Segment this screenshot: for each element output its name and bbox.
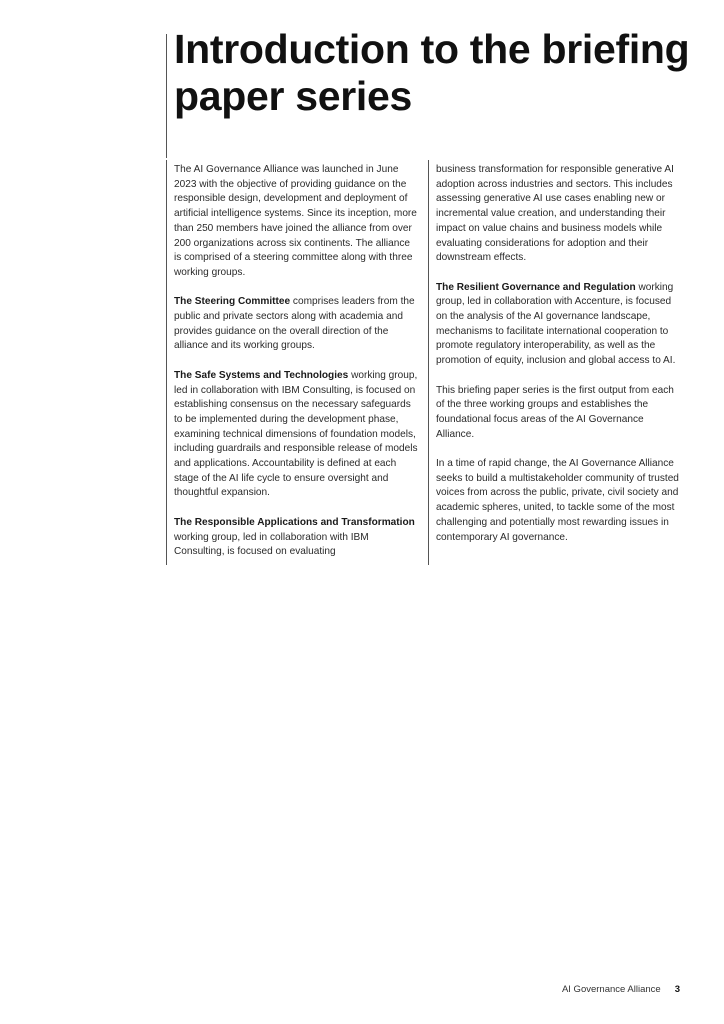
page-footer [562,984,680,995]
footer-label: AI Governance Alliance [561,984,661,995]
paragraph-series-output: This briefing paper series is the first output from each of the three working groups and establishes the foundational focus areas of the AI Governance Alliance. [436,384,674,440]
paragraph-responsible-applications [174,516,420,560]
page-number: 3 [674,984,680,995]
paragraph-steering-committee [174,295,420,354]
right-column [436,163,682,560]
safe-systems-text: working group, led in collaboration with IBM Consulting, is focused on establishing consensus on the necessary safeguards to be implemented during the development phase, examining technical dimensions of foundation models, including guardrails and responsible release of models and applications. Accountability is defined at each stage of the AI life cycle to ensure oversight and thoughtful expansion. [174,369,418,499]
paragraph-safe-systems [174,369,420,501]
left-column [174,163,420,575]
left-column-rule [166,160,167,565]
paragraph-intro: The AI Governance Alliance was launched in June 2023 with the objective of providing guidance on the responsible design, development and deployment of artificial intelligence systems. Since its inception, more than 250 members have joined the alliance from over 200 organizations across six continents. The alliance is comprised of a steering committee along with three working groups. [174,164,417,278]
paragraph-resilient-governance [436,281,682,369]
paragraph-rapid-change: In a time of rapid change, the AI Governance Alliance seeks to build a multistakeholder community of trusted voices from across the public, private, civil society and academic spheres, united, to tackle some of the most challenging and potentially most rewarding issues in contemporary AI governance. [436,458,679,543]
right-column-rule [428,160,429,565]
title-rule [166,34,167,158]
responsible-applications-lead: The Responsible Applications and Transformation [174,516,415,528]
resilient-governance-lead: The Resilient Governance and Regulation [436,281,636,293]
paragraph-business-transformation: business transformation for responsible generative AI adoption across industries and sectors. This includes assessing generative AI use cases enabling new or incremental value creation, and understanding their impact on value chains and business models while evaluating considerations for adoption and their downstream effects. [436,164,674,264]
responsible-applications-text: working group, led in collaboration with IBM Consulting, is focused on evaluating [174,531,369,558]
steering-committee-lead: The Steering Committee [174,296,291,308]
steering-committee-text: comprises leaders from the public and private sectors along with academia and provides guidance on the overall direction of the alliance and its working groups. [174,296,415,352]
resilient-governance-text: working group, led in collaboration with Accenture, is focused on the analysis of the AI governance landscape, mechanisms to facilitate international cooperation to promote regulatory interoperability, as well as the promotion of equity, inclusion and global access to AI. [436,281,676,367]
safe-systems-lead: The Safe Systems and Technologies [174,369,349,381]
page-title: Introduction to the briefing paper series [174,26,690,119]
